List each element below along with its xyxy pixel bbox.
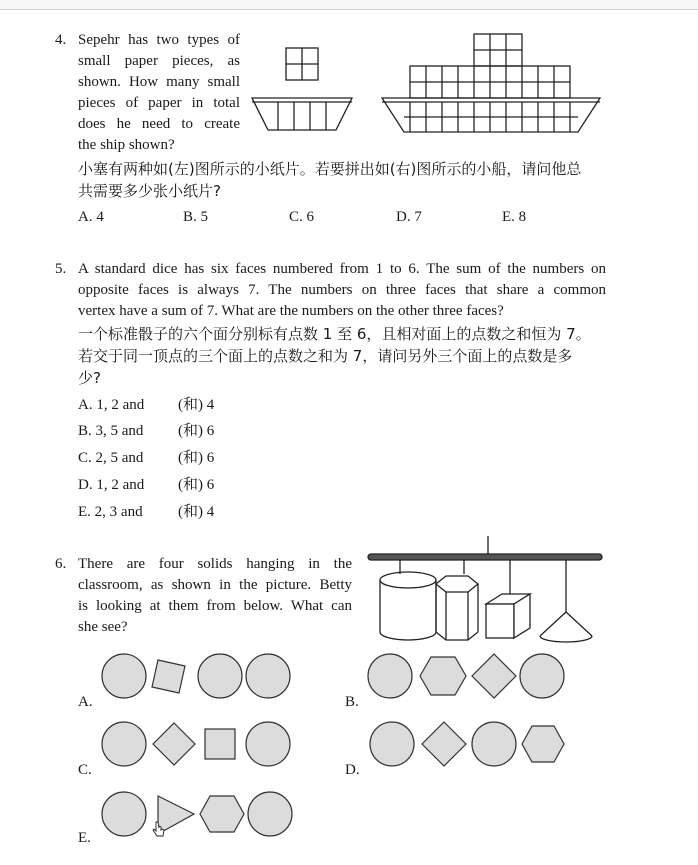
option-chinese: (和) 4	[178, 504, 215, 520]
question-number: 5.	[55, 261, 67, 277]
option-b-shapes[interactable]	[366, 650, 566, 702]
question-chinese-line: 共需要多少张小纸片?	[78, 182, 221, 200]
option-a-label[interactable]: A.	[78, 694, 93, 710]
circle-shape	[246, 654, 290, 698]
option-label: A. 1, 2 and	[78, 397, 145, 413]
option-c-shapes[interactable]	[100, 718, 296, 770]
question-text-line: vertex have a sum of 7. What are the numbers on the other three faces?	[78, 303, 504, 319]
circle-shape	[102, 654, 146, 698]
option-e-label[interactable]: E.	[78, 830, 91, 846]
option-label: E. 2, 3 and	[78, 504, 143, 520]
hexagon-shape	[420, 657, 466, 695]
hanging-solids-figure	[362, 532, 606, 650]
circle-shape	[246, 722, 290, 766]
question-text-line: does he need to create	[78, 116, 240, 132]
square-shape	[152, 660, 185, 693]
hexagon-shape	[200, 796, 244, 832]
question-text-line: pieces of paper in total	[78, 95, 240, 111]
question-text-line: is looking at them from below. What can	[78, 598, 352, 614]
option-b[interactable]: B. 5	[183, 209, 209, 225]
question-text-line: she see?	[78, 619, 128, 635]
option-d-shapes[interactable]	[368, 718, 568, 770]
diamond-shape	[422, 722, 466, 766]
option-e-shapes[interactable]	[100, 788, 296, 842]
hexagon-shape	[522, 726, 564, 762]
option-label: B. 3, 5 and	[78, 423, 144, 439]
circle-shape	[102, 792, 146, 836]
question-text-line: classroom, as shown in the picture. Betty	[78, 577, 352, 593]
option-e[interactable]: E. 8	[502, 209, 527, 225]
option-chinese: (和) 6	[178, 477, 215, 493]
question-number: 4.	[55, 32, 67, 48]
option-c-label[interactable]: C.	[78, 762, 92, 778]
question-text-line: Sepehr has two types of	[78, 32, 240, 48]
question-text-line: shown. How many small	[78, 74, 240, 90]
diamond-shape	[472, 654, 516, 698]
question-text-line: small paper pieces, as	[78, 53, 240, 69]
option-chinese: (和) 4	[178, 397, 215, 413]
circle-shape	[102, 722, 146, 766]
question-chinese-line: 小塞有两种如(左)图所示的小纸片。若要拼出如(右)图所示的小船，请问他总	[78, 160, 582, 178]
question-text-line: the ship shown?	[78, 137, 175, 153]
option-d-label[interactable]: D.	[345, 762, 360, 778]
option-label: D. 1, 2 and	[78, 477, 145, 493]
question-text-line: opposite faces is always 7. The numbers on three faces that share a common	[78, 282, 606, 298]
circle-shape	[248, 792, 292, 836]
circle-shape	[370, 722, 414, 766]
square-shape	[205, 729, 235, 759]
question-chinese-line: 少?	[78, 369, 101, 387]
question-chinese-line: 若交于同一顶点的三个面上的点数之和为 7，请问另外三个面上的点数是多	[78, 347, 573, 365]
option-label: C. 2, 5 and	[78, 450, 144, 466]
diamond-shape	[153, 723, 195, 765]
option-a[interactable]: A. 4	[78, 209, 104, 225]
option-a-shapes[interactable]	[100, 650, 296, 702]
option-d[interactable]: D. 7	[396, 209, 422, 225]
page-top-edge	[0, 0, 698, 10]
option-chinese: (和) 6	[178, 423, 215, 439]
question-chinese-line: 一个标准骰子的六个面分别标有点数 1 至 6，且相对面上的点数之和恒为 7。	[78, 325, 591, 343]
circle-shape	[520, 654, 564, 698]
option-b-label[interactable]: B.	[345, 694, 359, 710]
circle-shape	[368, 654, 412, 698]
circle-shape	[198, 654, 242, 698]
question-text-line: A standard dice has six faces numbered from 1 to 6. The sum of the numbers on	[78, 261, 606, 277]
hand-cursor-icon	[152, 820, 166, 838]
paper-pieces-and-ship-figure	[248, 28, 608, 140]
question-text-line: There are four solids hanging in the	[78, 556, 352, 572]
question-number: 6.	[55, 556, 67, 572]
option-c[interactable]: C. 6	[289, 209, 315, 225]
option-chinese: (和) 6	[178, 450, 215, 466]
circle-shape	[472, 722, 516, 766]
